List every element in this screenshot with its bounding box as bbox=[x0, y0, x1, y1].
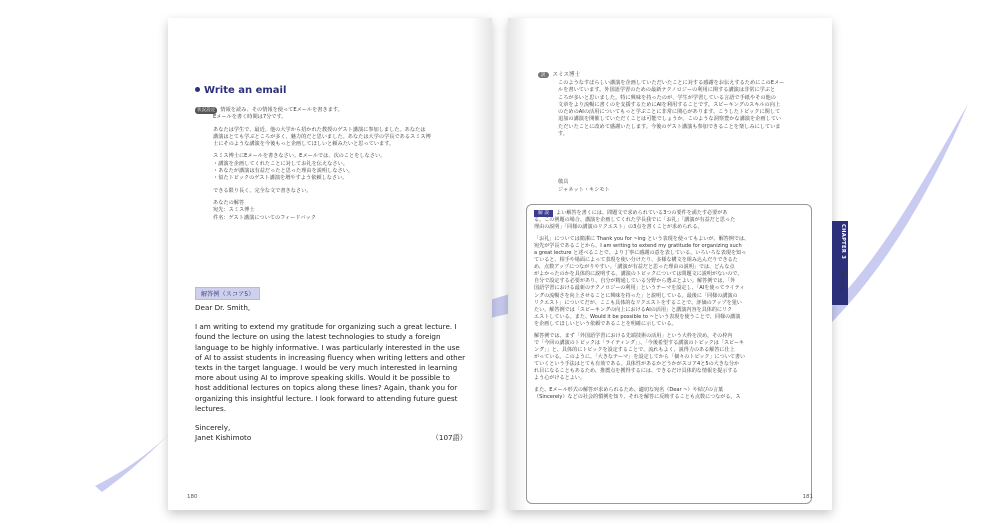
chapter-label: CHAPTER 3 bbox=[840, 224, 846, 260]
bullet-dot-icon bbox=[195, 87, 200, 92]
explanation-tag: 解 説 bbox=[534, 210, 553, 217]
letter-line: このようなすばらしい講演を企画していただいたことに対する感謝をお伝えするためにこのEメー bbox=[558, 80, 785, 86]
explanation-line: エストしている。また、Would it be possible to ~という表現を使うことで、同様の講演 bbox=[534, 313, 741, 320]
letter-line: のためのAIの活用についてもっと学ぶことに非常に関心があります。こうしたトピックに関して bbox=[558, 109, 781, 116]
translation-letter bbox=[558, 80, 808, 138]
scenario-line: 士にそのような講演を今後もっと企画してほしいと頼みたいと思っています。 bbox=[213, 141, 395, 148]
explanation-line: ていくという手法はとても有効である。具体性があるかどうかがスコア4と5の大きな分か bbox=[534, 360, 740, 367]
answer-label: 解答例（スコア5） bbox=[195, 287, 260, 300]
left-gutter-shadow bbox=[472, 18, 492, 510]
translation-signoff bbox=[558, 178, 610, 194]
letter-line: す。 bbox=[558, 131, 568, 138]
task-tag: 状況設定 bbox=[197, 108, 216, 113]
right-gutter-shadow bbox=[508, 18, 528, 510]
answer-body: I am writing to extend my gratitude for organizing such a great lecture. I found the lecture on using the latest technologies to study a foreign language to be highly informative. I was particularly interested in the use of AI to assist students in increasing fluency when writing letters and other texts in the target language. I would be very much interested in learning more about using AI to improve speaking skills. Would it be possible to host additional lectures on topics along these lines? Again, thank you for organizing this insightful lecture. I look forward to attending future guest lectures. bbox=[195, 322, 466, 413]
task-block bbox=[195, 107, 465, 222]
answer-salutation: Dear Dr. Smith, bbox=[195, 303, 251, 312]
explanation-line: れ目になることもあるため、推薦点を獲得するには、できるだけ具体的な情報を提示する bbox=[534, 367, 738, 374]
explanation-line: 解 説 よい解答を書くには、問題文で求められている3つの要件を満たす必要があ bbox=[534, 210, 804, 217]
letter-line: 文章をより流暢に書くのを支援するためにAIを利用することです。スピーキングのスキルの向上 bbox=[558, 101, 781, 108]
sample-answer bbox=[195, 303, 467, 443]
explanation-line: 宛先が学長であることから、I am writing to extend my gratitude for organizing such bbox=[534, 243, 742, 250]
answer-signature: Janet Kishimoto bbox=[195, 433, 252, 443]
right-page bbox=[508, 18, 832, 510]
signature-ja: ジャネット・キシモト bbox=[558, 187, 610, 193]
explanation-line: よう心がけるとよい。 bbox=[534, 375, 585, 382]
explanation-line: る。この例題の場合、講演を企画してくれた学長我でに「お礼」「講演が有益だと思った bbox=[534, 217, 736, 224]
instruction-line: ・あなたが講演は有益だったと思った理由を説明しなさい。 bbox=[213, 168, 354, 175]
letter-line: ルを書いています。外国語学習のための最新テクノロジーの利用に関する講演は非常に学ぶと bbox=[558, 87, 776, 94]
page-number-left: 180 bbox=[187, 494, 198, 500]
explanation-line: がよかったのかを具体的に説明する。講演のトピックについては問題文に説明がないので、 bbox=[534, 271, 743, 278]
task-line: 状況設定 情報を読み、その情報を使ってEメールを書きます。 bbox=[197, 107, 343, 113]
explanation-line: 自分で設定する必要があり、自分が精通している分野から選ぶとよい。解答例では、「外 bbox=[534, 278, 736, 285]
explanation-line: 理由の説明」「同様の講演のリクエスト」の3点を書くことが求められる。 bbox=[534, 224, 703, 231]
instruction-line: ・似たトピックのゲスト講演を増やすよう依頼しなさい。 bbox=[213, 175, 348, 182]
explanation-line: ていると、相手や場面によって表現を使い分けたり、多様な構文を組み込んだりできるた bbox=[534, 257, 738, 264]
instruction-line: スミス博士にEメールを書きなさい。Eメールでは、次のことをしなさい。 bbox=[213, 153, 386, 160]
chapter-title: Writing bbox=[839, 272, 845, 291]
translation-badge: 訳 bbox=[538, 72, 549, 78]
task-note: できる限り長く、完全な文で書きなさい。 bbox=[213, 187, 312, 194]
explanation-line: 「お礼」については簡潔に Thank you for ~ing という表現を使ってもよいが、解答例では、 bbox=[534, 236, 750, 243]
explanation-line: （Sincerely）などの社会的慣例を知り、それを解答に反映することも点数につながる。ス bbox=[534, 394, 741, 401]
explanation-line: リクエスト」についてだが、ここも具体的なリクエストをすることで、評価のアップを狙い bbox=[534, 299, 742, 306]
word-count: （107語） bbox=[431, 433, 467, 443]
explanation-line: で「今回の講演のトピックは「ライティング」」、「今後希望する講演のトピックは「スピーキ bbox=[534, 339, 745, 346]
explanation-line: を企画してほしいという依頼であることを明確に示している。 bbox=[534, 320, 677, 327]
closing-ja: 敬具 bbox=[558, 179, 569, 185]
letter-line: ただいたことに改めて感謝いたします。今後のゲスト講演も参加できることを楽しみにしていま bbox=[558, 123, 781, 130]
explanation-line: また、Eメール形式の解答が求められるため、適切な宛名（Dear ~）や結びの言葉 bbox=[534, 387, 724, 394]
explanation-line: め、点数アップにつながりやすい。「講演が有益だと思った理由の説明」では、どんな点 bbox=[534, 264, 735, 271]
letter-line: ころが多いと思いました。特に興味を持ったのが、学生が学習している言語で手紙やその他の bbox=[558, 94, 776, 101]
section-title: Write an email bbox=[195, 85, 286, 96]
explanation-line: a great lecture と述べることで、より丁寧に感謝の意を表している。いろいろな表現を知っ bbox=[534, 250, 747, 257]
explanation-line: ングの流暢さを向上させることに興味を持った」と説明している。最後に「同様の講演の bbox=[534, 292, 738, 299]
explanation-box bbox=[526, 204, 812, 504]
scenario-line: 講演はとても学ぶところが多く、魅力的だと思いました。あなたは大学の学長であるスミス博 bbox=[213, 133, 431, 140]
explanation-line: たい。解答例では「スピーキングの向上におけるAIの活用」と講演内容を具体的にリク bbox=[534, 306, 733, 313]
page-number-right: 181 bbox=[802, 494, 813, 500]
task-line: Eメールを書く時間は7分です。 bbox=[213, 114, 287, 121]
letter-line: 追加の講演を開催していただくことは可能でしょうか。このような洞察豊かな講演を企画してい bbox=[558, 116, 782, 123]
reply-header-line: 宛先：スミス博士 bbox=[213, 207, 255, 214]
explanation-line: ング」」と、具体的にトピックを設定することで、流れもよく、説得力のある解答に仕上 bbox=[534, 346, 735, 353]
left-page bbox=[168, 18, 492, 510]
answer-closing: Sincerely, bbox=[195, 423, 231, 433]
reply-header-line: 件名：ゲスト講演についてのフィードバック bbox=[213, 214, 316, 221]
explanation-line: 国語学習における最新のテクノロジーの利用」というテーマを設定し、「AIを使ってライティ bbox=[534, 285, 745, 292]
translation-header: 訳 スミス博士 bbox=[538, 70, 580, 78]
instruction-line: ・講演を企画してくれたことに対してお礼を伝えなさい。 bbox=[213, 160, 348, 167]
scenario-line: あなたは学生で、最近、他の大学から招かれた教授のゲスト講演に参加しました。あなたは bbox=[213, 126, 426, 133]
explanation-line: がっている。このように、「大きなテーマ」を設定してから「個々のトピック」について書い bbox=[534, 353, 746, 360]
reply-header-line: あなたの解答 bbox=[213, 199, 245, 206]
explanation-line: 解答例では、まず「外国語学習における先端技術の活用」という大枠を決め、その枠内 bbox=[534, 332, 733, 339]
